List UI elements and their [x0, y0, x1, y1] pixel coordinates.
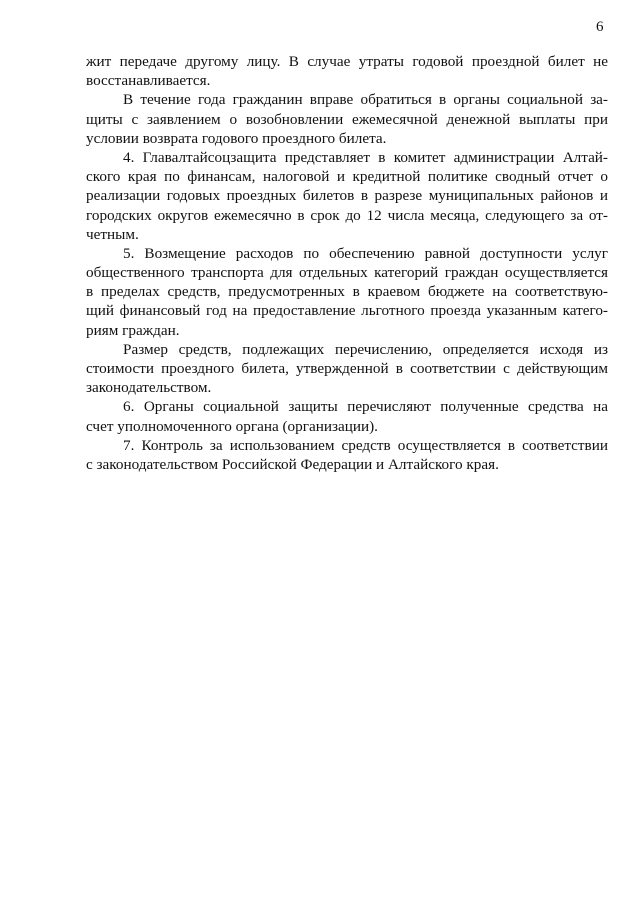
text-line: четным.	[86, 225, 139, 243]
text-line: условии возврата годового проездного билета.	[86, 129, 387, 147]
paragraph-item-4	[86, 148, 608, 244]
text-line: реализации годовых проездных билетов в разрезе муниципальных районов и	[86, 187, 608, 205]
paragraph-renewal	[86, 90, 608, 148]
text-line: 5. Возмещение расходов по обеспечению равной доступности услуг	[123, 244, 608, 262]
text-line: в пределах средств, предусмотренных в краевом бюджете на соответствую-	[86, 283, 608, 301]
page-number: 6	[596, 19, 604, 35]
text-line: восстанавливается.	[86, 72, 211, 90]
paragraph-amount	[86, 340, 608, 398]
text-line: счет уполномоченного органа (организации).	[86, 417, 378, 435]
paragraph-continuation	[86, 52, 608, 90]
text-line: риям граждан.	[86, 321, 180, 339]
text-line: 6. Органы социальной защиты перечисляют полученные средства на	[123, 398, 608, 416]
paragraph-item-7	[86, 436, 608, 474]
paragraph-item-6	[86, 397, 608, 435]
text-line: 4. Главалтайсоцзащита представляет в комитет администрации Алтай-	[123, 148, 608, 166]
text-line: щиты с заявлением о возобновлении ежемесячной денежной выплаты при	[86, 110, 608, 128]
paragraph-item-5	[86, 244, 608, 340]
text-line: ского края по финансам, налоговой и кредитной политике сводный отчет о	[86, 168, 608, 186]
text-line: 7. Контроль за использованием средств осуществляется в соответствии	[123, 436, 608, 454]
text-line: стоимости проездного билета, утвержденной в соответствии с действующим	[86, 360, 608, 377]
text-line: жит передаче другому лицу. В случае утраты годовой проездной билет не	[86, 53, 608, 70]
text-line: Размер средств, подлежащих перечислению, определяется исходя из	[123, 340, 608, 358]
text-line: общественного транспорта для отдельных категорий граждан осуществляется	[86, 264, 608, 282]
text-line: щий финансовый год на предоставление льготного проезда указанным катего-	[86, 302, 608, 320]
text-line: с законодательством Российской Федерации и Алтайского края.	[86, 455, 499, 473]
text-line: городских округов ежемесячно в срок до 12 числа месяца, следующего за от-	[86, 206, 608, 224]
text-line: В течение года гражданин вправе обратиться в органы социальной за-	[123, 91, 608, 109]
document-body	[86, 52, 608, 474]
text-line: законодательством.	[86, 379, 212, 397]
